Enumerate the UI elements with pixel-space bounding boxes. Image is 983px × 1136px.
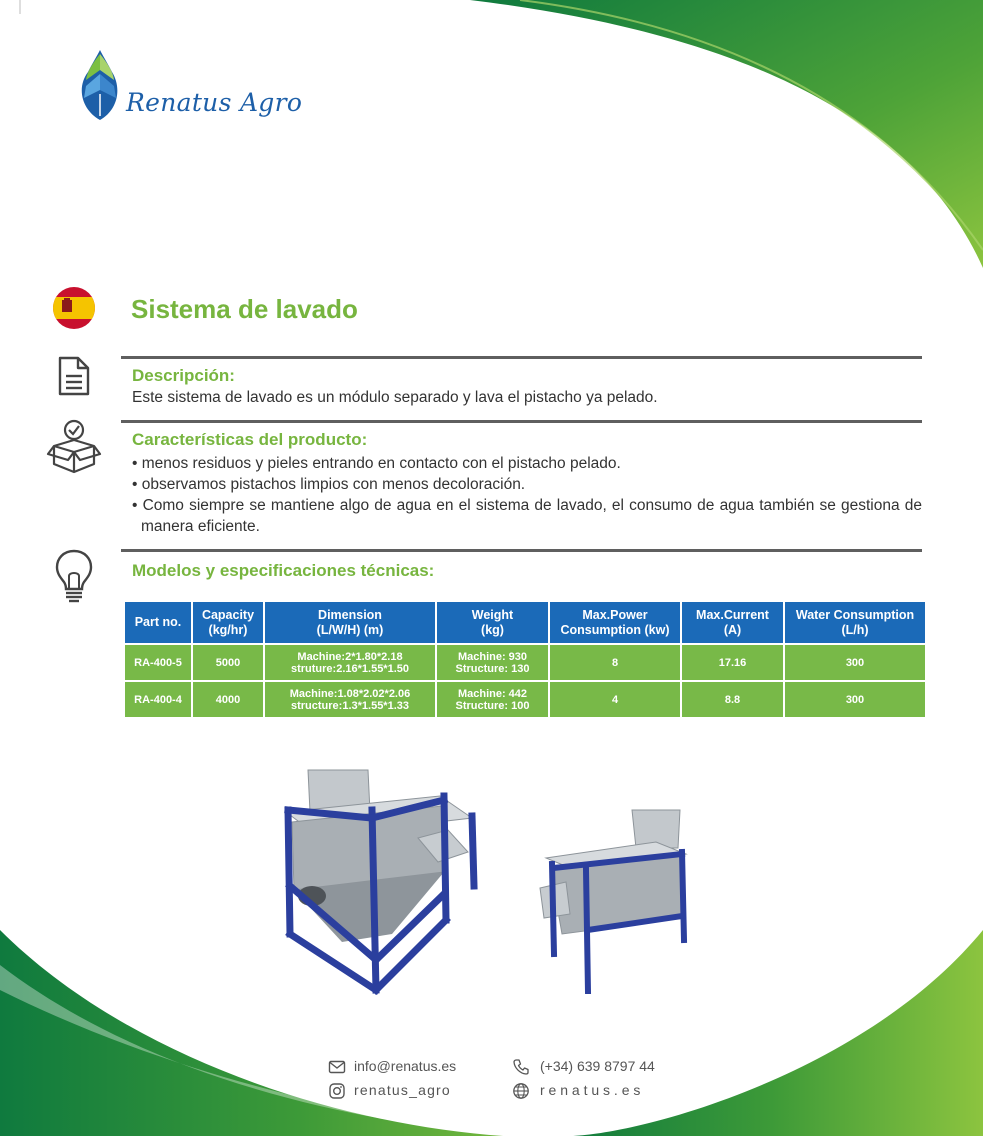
description-heading: Descripción: bbox=[132, 366, 235, 385]
features-heading: Características del producto: bbox=[132, 430, 368, 449]
column-header: Max.Current (A) bbox=[681, 601, 784, 644]
page-title: Sistema de lavado bbox=[131, 294, 358, 324]
column-header: Capacity (kg/hr) bbox=[192, 601, 264, 644]
leaf-logo-icon bbox=[78, 50, 124, 122]
water-cell: 300 bbox=[784, 681, 926, 718]
power-cell: 8 bbox=[549, 644, 681, 681]
features-list bbox=[132, 453, 922, 537]
small-washing-machine-image bbox=[536, 808, 692, 994]
capacity-cell: 4000 bbox=[192, 681, 264, 718]
contact-phone[interactable]: (+34) 639 8797 44 bbox=[540, 1058, 655, 1074]
section-divider bbox=[121, 356, 922, 359]
dimension-cell: Machine:2*1.80*2.18 struture:2.16*1.55*1.50 bbox=[264, 644, 436, 681]
models-heading: Modelos y especificaciones técnicas: bbox=[132, 561, 435, 580]
section-divider bbox=[121, 549, 922, 552]
email-icon bbox=[328, 1058, 346, 1076]
description-text: Este sistema de lavado es un módulo separado y lava el pistacho ya pelado. bbox=[132, 389, 658, 406]
document-icon bbox=[56, 356, 92, 396]
table-header-row bbox=[124, 601, 926, 644]
section-divider bbox=[121, 420, 922, 423]
dimension-cell: Machine:1.08*2.02*2.06 structure:1.3*1.55*1.33 bbox=[264, 681, 436, 718]
list-item: • menos residuos y pieles entrando en contacto con el pistacho pelado. bbox=[132, 455, 621, 472]
column-header: Weight (kg) bbox=[436, 601, 549, 644]
lightbulb-icon bbox=[54, 548, 94, 604]
instagram-icon bbox=[328, 1082, 346, 1100]
list-item: • observamos pistachos limpios con menos decoloración. bbox=[132, 476, 526, 493]
capacity-cell: 5000 bbox=[192, 644, 264, 681]
power-cell: 4 bbox=[549, 681, 681, 718]
spain-flag-icon bbox=[52, 286, 96, 330]
globe-icon bbox=[512, 1082, 530, 1100]
table-row bbox=[124, 644, 926, 681]
specifications-table bbox=[123, 600, 927, 719]
table-row bbox=[124, 681, 926, 718]
brand-name: Renatus Agro bbox=[126, 88, 303, 117]
current-cell: 17.16 bbox=[681, 644, 784, 681]
water-cell: 300 bbox=[784, 644, 926, 681]
column-header: Water Consumption (L/h) bbox=[784, 601, 926, 644]
contact-website[interactable]: r e n a t u s . e s bbox=[540, 1082, 641, 1098]
column-header: Part no. bbox=[124, 601, 192, 644]
phone-icon bbox=[512, 1058, 530, 1076]
current-cell: 8.8 bbox=[681, 681, 784, 718]
weight-cell: Machine: 930 Structure: 130 bbox=[436, 644, 549, 681]
part-number-cell: RA-400-5 bbox=[124, 644, 192, 681]
contact-email[interactable]: info@renatus.es bbox=[354, 1058, 457, 1074]
top-right-swoosh bbox=[470, 0, 983, 268]
weight-cell: Machine: 442 Structure: 100 bbox=[436, 681, 549, 718]
list-item: • Como siempre se mantiene algo de agua en el sistema de lavado, el consumo de agua también se gestiona de manera eficiente. bbox=[132, 497, 922, 535]
column-header: Dimension (L/W/H) (m) bbox=[264, 601, 436, 644]
product-box-icon bbox=[46, 418, 102, 474]
large-washing-machine-image bbox=[272, 766, 484, 996]
part-number-cell: RA-400-4 bbox=[124, 681, 192, 718]
contact-instagram[interactable]: renatus_agro bbox=[354, 1082, 451, 1098]
column-header: Max.Power Consumption (kw) bbox=[549, 601, 681, 644]
